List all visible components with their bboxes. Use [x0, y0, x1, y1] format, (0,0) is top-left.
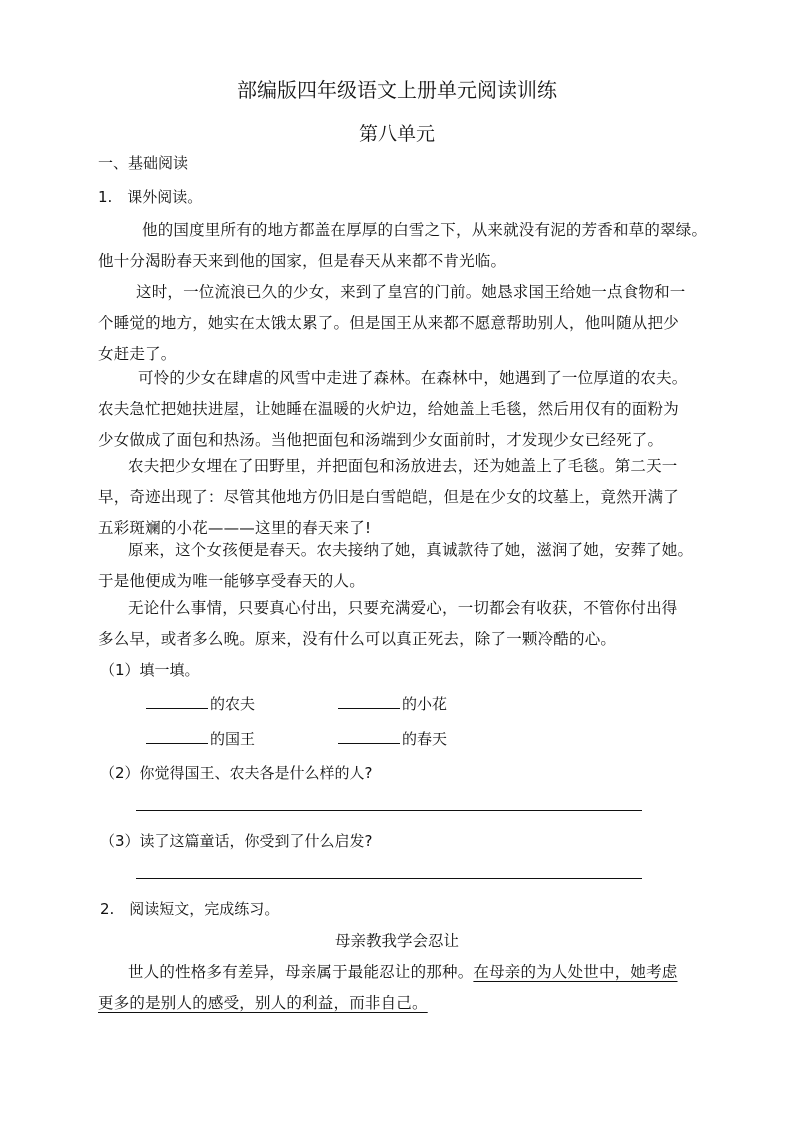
sub-question-2: （2）你觉得国王、农夫各是什么样的人?: [100, 764, 373, 782]
fill-blank[interactable]: [338, 727, 400, 744]
answer-line-3[interactable]: [136, 878, 642, 879]
text-line: 早，奇迹出现了：尽管其他地方仍旧是白雪皑皑，但是在少女的坟墓上，竟然开满了: [98, 488, 679, 506]
text-line: 少女做成了面包和热汤。当他把面包和汤端到少女面前时，才发现少女已经死了。: [98, 431, 664, 449]
answer-line-2[interactable]: [136, 810, 642, 811]
text-line: 个睡觉的地方，她实在太饿太累了。但是国王从来都不愿意帮助别人，他叫随从把少: [98, 314, 679, 332]
story-2-paragraph-1: [98, 957, 698, 1019]
story-paragraph-1: [98, 215, 708, 277]
sub-question-1: （1）填一填。: [100, 661, 200, 679]
text-line: 女赶走了。: [98, 345, 177, 363]
fill-item-spring: 的春天: [338, 727, 447, 750]
fill-blank[interactable]: [146, 692, 208, 709]
text-line: 五彩斑斓的小花———这里的春天来了!: [98, 519, 372, 537]
text-line: [98, 988, 698, 1019]
question-2-heading: 2. 阅读短文，完成练习。: [100, 900, 280, 918]
fill-item-flowers: 的小花: [338, 692, 447, 715]
document-title: 部编版四年级语文上册单元阅读训练: [237, 78, 557, 102]
text-line: 多么早，或者多么晚。原来，没有什么可以真正死去，除了一颗冷酷的心。: [98, 630, 617, 648]
story-paragraph-5: [98, 535, 698, 597]
question-1-heading: 1. 课外阅读。: [98, 188, 203, 206]
fill-blank[interactable]: [338, 692, 400, 709]
fill-item-king: 的国王: [146, 727, 255, 750]
text-line: 他的国度里所有的地方都盖在厚厚的白雪之下，从来就没有泥的芳香和草的翠绿。: [142, 221, 708, 239]
fill-item-farmer: 的农夫: [146, 692, 255, 715]
story-title: 母亲教我学会忍让: [334, 932, 459, 950]
text-line: 可怜的少女在肆虐的风雪中走进了森林。在森林中，她遇到了一位厚道的农夫。: [138, 369, 688, 387]
text-line: 农夫急忙把她扶进屋，让她睡在温暖的火炉边，给她盖上毛毯，然后用仅有的面粉为: [98, 400, 679, 418]
text-line: 这时，一位流浪已久的少女，来到了皇宫的门前。她恳求国王给她一点食物和一: [136, 283, 686, 301]
story-paragraph-6: [98, 593, 698, 655]
text-line: 原来，这个女孩便是春天。农夫接纳了她，真诚款待了她，滋润了她，安葬了她。: [128, 541, 694, 559]
underlined-sentence: 更多的是别人的感受，别人的利益，而非自己。: [98, 994, 428, 1012]
text-line: 他十分渴盼春天来到他的国家，但是春天从来都不肯光临。: [98, 252, 507, 270]
text-line: 世人的性格多有差异，母亲属于最能忍让的那种。在母亲的为人处世中，她考虑: [128, 963, 678, 981]
story-paragraph-2: [98, 277, 698, 370]
story-paragraph-3: [98, 363, 698, 456]
story-paragraph-4: [98, 451, 698, 544]
text-line: 于是他便成为唯一能够享受春天的人。: [98, 572, 365, 590]
unit-title: 第八单元: [358, 123, 435, 145]
text-line: 无论什么事情，只要真心付出，只要充满爱心，一切都会有收获，不管你付出得: [128, 599, 678, 617]
section-heading-basic-reading: 一、基础阅读: [98, 154, 189, 172]
sub-question-3: （3）读了这篇童话，你受到了什么启发?: [100, 832, 373, 850]
fill-blank[interactable]: [146, 727, 208, 744]
underlined-sentence: 在母亲的为人处世中，她考虑: [473, 963, 678, 981]
text-line: 农夫把少女埋在了田野里，并把面包和汤放进去，还为她盖上了毛毯。第二天一: [128, 457, 678, 475]
